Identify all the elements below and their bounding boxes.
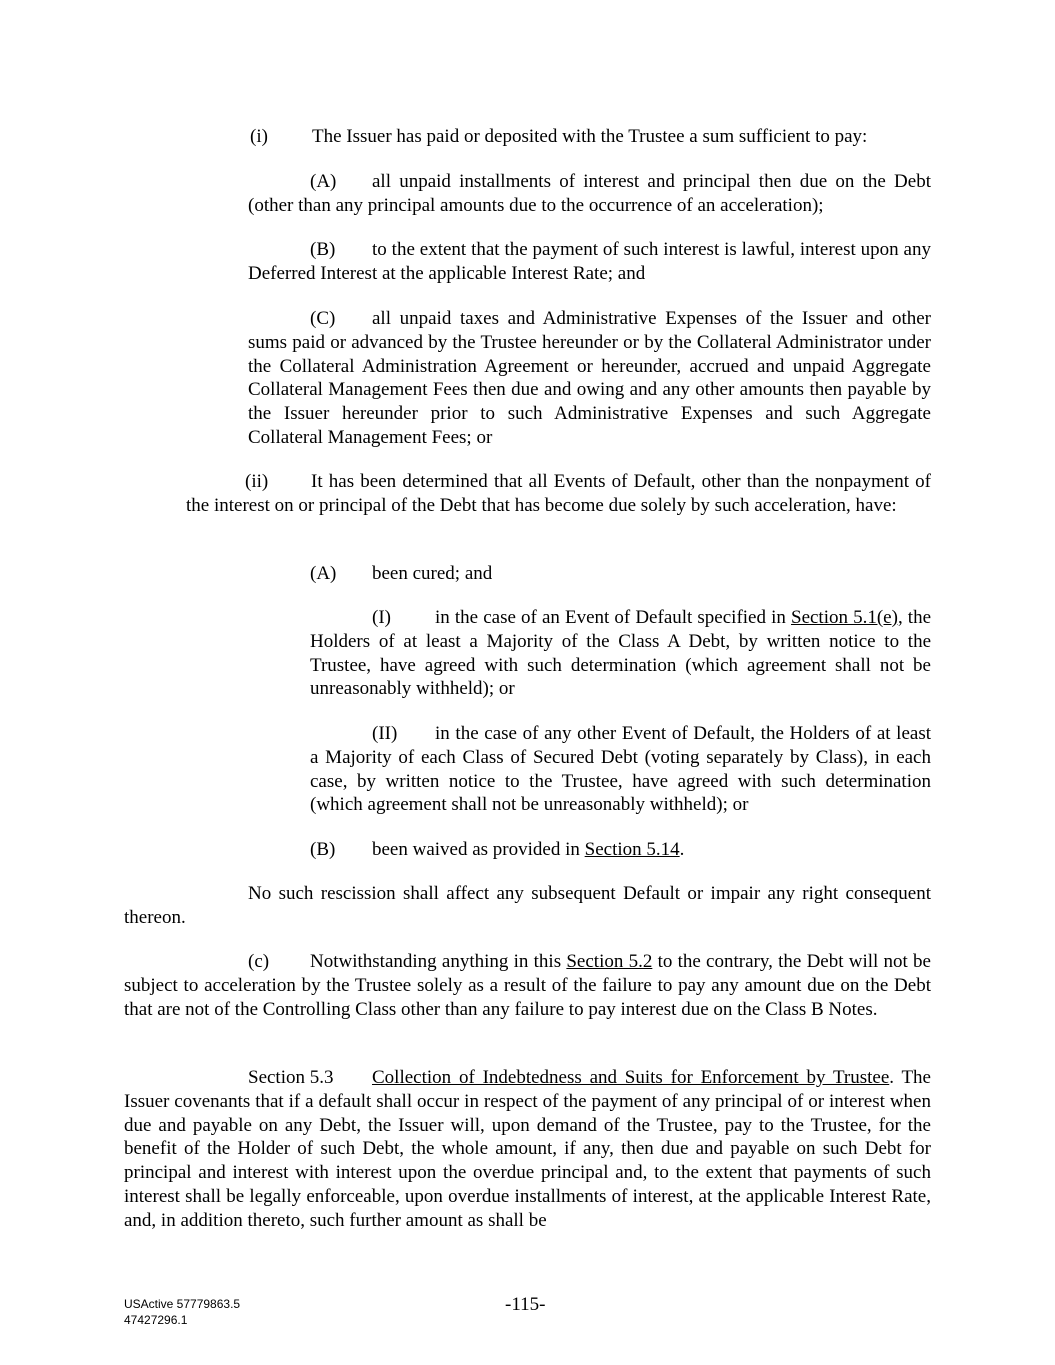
clause-text: to the contrary, the Debt will not be subject to acceleration by the Trustee solely as a result of the failure to pay any amount due on the Debt that are not of the Controlling Class other than any failure to pay interest due on the Class B Notes. [124, 951, 931, 1020]
clause-text: . [679, 839, 685, 860]
clause-i-A [248, 170, 931, 218]
clause-label: (A) [310, 563, 337, 584]
clause-label: (C) [310, 308, 336, 329]
section-5-14-link[interactable]: Section 5.14 [584, 839, 680, 860]
footer-doc-id-secondary: 47427296.1 [124, 1313, 188, 1327]
clause-label: (B) [310, 239, 336, 260]
clause-i-B [248, 238, 931, 286]
section-5-1-e-link[interactable]: Section 5.1(e) [791, 607, 898, 628]
footer-doc-id: USActive 57779863.5 [124, 1297, 241, 1311]
clause-text: been cured; and [372, 563, 493, 584]
section-label: Section 5.3 [248, 1067, 334, 1088]
clause-text: to the extent that the payment of such interest is lawful, interest upon any Deferred Interest at the applicable Interest Rate; and [248, 239, 931, 284]
footer-doc-ids [124, 1296, 240, 1328]
section-5-3 [124, 1066, 931, 1233]
clause-ii-A-II [310, 722, 931, 817]
clause-label: (ii) [245, 471, 269, 492]
clause-text: in the case of an Event of Default specified in [435, 607, 791, 628]
clause-ii-A-I [310, 606, 931, 701]
clause-c [124, 950, 931, 1021]
clause-text: , the Holders of at least a Majority of the Class A Debt, by written notice to the Trustee, have agreed with such determination (which agreement shall not be unreasonably withheld); or [310, 607, 932, 700]
clause-ii-B [310, 838, 931, 862]
clause-label: (i) [250, 126, 268, 147]
page-number: -115- [505, 1294, 546, 1315]
clause-i-C [248, 307, 931, 450]
clause-i [248, 125, 938, 149]
clause-ii-A [310, 562, 931, 586]
clause-text: The Issuer has paid or deposited with the Trustee a sum sufficient to pay: [312, 126, 868, 147]
clause-text: been waived as provided in [372, 839, 585, 860]
clause-text: all unpaid taxes and Administrative Expenses of the Issuer and other sums paid or advanced by the Trustee hereunder or by the Collateral Administrator under the Collateral Administration Agreement or hereunder, accrued and unpaid Aggregate Collateral Management Fees then due and owing and any other amounts then payable by the Issuer hereunder prior to such Administrative Expenses and such Aggregate Collateral Management Fees; or [248, 308, 931, 448]
clause-text: in the case of any other Event of Default, the Holders of at least a Majority of each Class of Secured Debt (voting separately by Class), in each case, by written notice to the Trustee, have agreed with such determination (which agreement shall not be unreasonably withheld); or [310, 723, 931, 816]
clause-text: all unpaid installments of interest and principal then due on the Debt (other than any principal amounts due to the occurrence of an acceleration); [248, 171, 931, 216]
clause-label: (B) [310, 839, 336, 860]
clause-ii [186, 470, 931, 518]
clause-label: (c) [248, 951, 270, 972]
clause-label: (II) [372, 723, 398, 744]
clause-text: It has been determined that all Events of Default, other than the nonpayment of the interest on or principal of the Debt that has become due solely by such acceleration, have: [186, 471, 931, 516]
clause-label: (I) [372, 607, 391, 628]
section-heading: Collection of Indebtedness and Suits for Enforcement by Trustee [372, 1067, 890, 1088]
rescission-paragraph: No such rescission shall affect any subsequent Default or impair any right consequent thereon. [124, 883, 931, 928]
section-text: . The Issuer covenants that if a default shall occur in respect of the payment of any principal of or interest when due and payable on any Debt, the Issuer will, upon demand of the Trustee, pay to the Trustee, for the benefit of the Holder of such Debt, the whole amount, if any, then due and payable on such Debt for principal and interest with interest upon the overdue principal and, to the extent that payments of such interest shall be legally enforceable, upon overdue installments of interest, at the applicable Interest Rate, and, in addition thereto, such further amount as shall be [124, 1067, 931, 1231]
clause-text: Notwithstanding anything in this [310, 951, 567, 972]
section-5-2-link[interactable]: Section 5.2 [566, 951, 653, 972]
clause-label: (A) [310, 171, 337, 192]
